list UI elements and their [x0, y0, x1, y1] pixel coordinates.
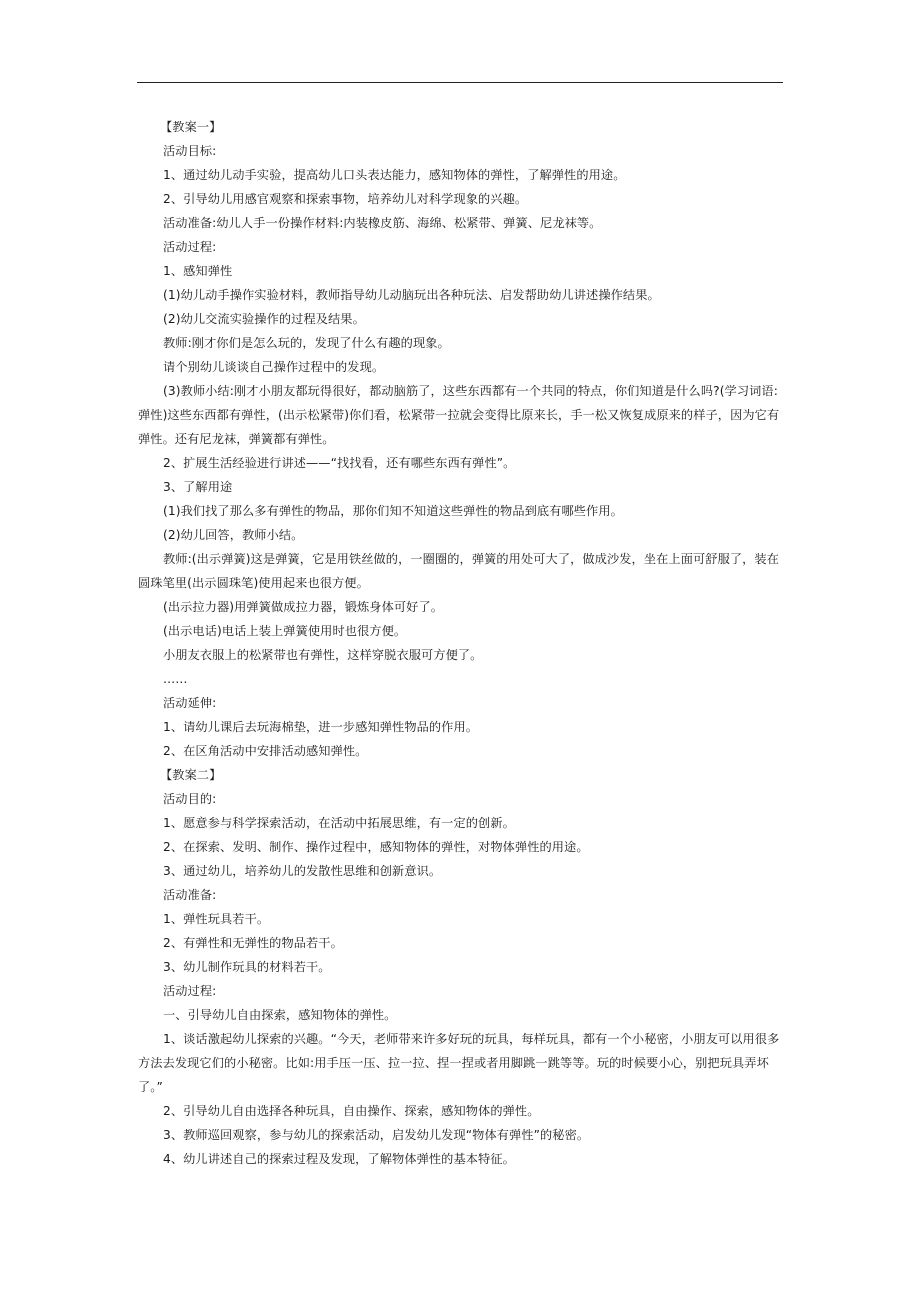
text-paragraph: 2、在区角活动中安排活动感知弹性。 — [163, 744, 368, 758]
text-paragraph: 2、在探索、发明、制作、操作过程中，感知物体的弹性，对物体弹性的用途。 — [163, 840, 589, 854]
text-paragraph: 1、弹性玩具若干。 — [163, 912, 270, 926]
text-paragraph: 2、扩展生活经验进行讲述——“找找看，还有哪些东西有弹性”。 — [163, 456, 516, 470]
text-paragraph: 3、通过幼儿，培养幼儿的发散性思维和创新意识。 — [163, 864, 442, 878]
text-paragraph: 活动准备:幼儿人手一份操作材料:内装橡皮筋、海绵、松紧带、弹簧、尼龙袜等。 — [163, 216, 602, 230]
text-paragraph: 一、引导幼儿自由探索，感知物体的弹性。 — [163, 1008, 397, 1022]
text-paragraph: 活动准备: — [163, 888, 217, 902]
text-paragraph: 活动延伸: — [163, 696, 217, 710]
text-paragraph: 3、了解用途 — [163, 480, 233, 494]
text-paragraph: (3)教师小结:刚才小朋友都玩得很好，都动脑筋了，这些东西都有一个共同的特点，你们知道是什么吗?(学习词语:弹性)这些东西都有弹性，(出示松紧带)你们看，松紧带一拉就会变得比原来长，手一松又恢复成原来的样子，因为它有弹性。还有尼龙袜，弹簧都有弹性。 — [138, 384, 780, 446]
text-paragraph: (1)幼儿动手操作实验材料，教师指导幼儿动脑玩出各种玩法、启发帮助幼儿讲述操作结果。 — [163, 288, 660, 302]
text-paragraph: 活动目标: — [163, 144, 217, 158]
text-paragraph: 教师:(出示弹簧)这是弹簧，它是用铁丝做的，一圈圈的，弹簧的用处可大了，做成沙发，坐在上面可舒服了，装在圆珠笔里(出示圆珠笔)使用起来也很方便。 — [138, 552, 780, 590]
text-paragraph: 请个别幼儿谈谈自己操作过程中的发现。 — [163, 360, 385, 374]
document-body — [138, 115, 788, 1171]
text-paragraph: 2、有弹性和无弹性的物品若干。 — [163, 936, 343, 950]
section-heading: 【教案一】 — [160, 120, 222, 134]
text-paragraph: 活动过程: — [163, 984, 217, 998]
text-paragraph: (出示拉力器)用弹簧做成拉力器，锻炼身体可好了。 — [163, 600, 444, 614]
text-paragraph: 教师:刚才你们是怎么玩的，发现了什么有趣的现象。 — [163, 336, 450, 350]
section-heading: 【教案二】 — [160, 768, 222, 782]
text-paragraph: …… — [163, 672, 188, 686]
text-paragraph: (2)幼儿交流实验操作的过程及结果。 — [163, 312, 365, 326]
text-paragraph: (1)我们找了那么多有弹性的物品，那你们知不知道这些弹性的物品到底有哪些作用。 — [163, 504, 623, 518]
text-paragraph: 3、教师巡回观察，参与幼儿的探索活动，启发幼儿发现“物体有弹性”的秘密。 — [163, 1128, 590, 1142]
text-paragraph: 2、引导幼儿自由选择各种玩具，自由操作、探索，感知物体的弹性。 — [163, 1104, 540, 1118]
text-paragraph: 4、幼儿讲述自己的探索过程及发现，了解物体弹性的基本特征。 — [163, 1152, 515, 1166]
text-paragraph: (出示电话)电话上装上弹簧使用时也很方便。 — [163, 624, 407, 638]
text-paragraph: 2、引导幼儿用感官观察和探索事物，培养幼儿对科学现象的兴趣。 — [163, 192, 528, 206]
text-paragraph: 1、请幼儿课后去玩海棉垫，进一步感知弹性物品的作用。 — [163, 720, 479, 734]
text-paragraph: 活动过程: — [163, 240, 217, 254]
header-rule — [137, 82, 783, 83]
text-paragraph: 1、谈话激起幼儿探索的兴趣。“今天，老师带来许多好玩的玩具，每样玩具，都有一个小秘密，小朋友可以用很多方法去发现它们的小秘密。比如:用手压一压、拉一拉、捏一捏或者用脚跳一跳等等。玩的时候要小心，别把玩具弄坏了。” — [138, 1032, 780, 1094]
text-paragraph: (2)幼儿回答，教师小结。 — [163, 528, 304, 542]
text-paragraph: 1、愿意参与科学探索活动，在活动中拓展思维，有一定的创新。 — [163, 816, 515, 830]
text-paragraph: 3、幼儿制作玩具的材料若干。 — [163, 960, 331, 974]
text-paragraph: 1、感知弹性 — [163, 264, 233, 278]
text-paragraph: 小朋友衣服上的松紧带也有弹性，这样穿脱衣服可方便了。 — [163, 648, 483, 662]
text-paragraph: 活动目的: — [163, 792, 217, 806]
text-paragraph: 1、通过幼儿动手实验，提高幼儿口头表达能力，感知物体的弹性，了解弹性的用途。 — [163, 168, 626, 182]
